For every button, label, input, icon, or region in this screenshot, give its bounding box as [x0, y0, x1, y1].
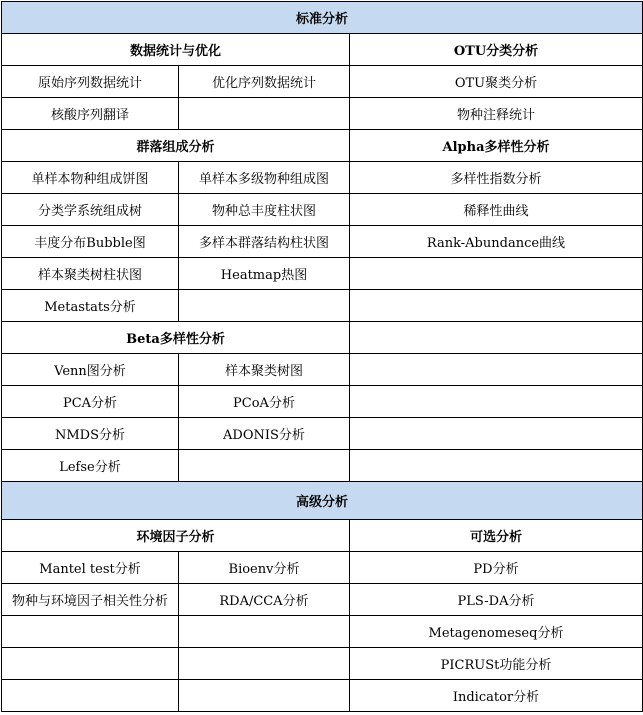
item-bubble: 丰度分布Bubble图 — [2, 226, 179, 258]
item-bioenv: Bioenv分析 — [179, 552, 350, 584]
item-rda-cca: RDA/CCA分析 — [179, 584, 350, 616]
item-single-pie: 单样本物种组成饼图 — [2, 162, 179, 194]
item-abundance-bar: 物种总丰度柱状图 — [179, 194, 350, 226]
group-data-stats-heading: 数据统计与优化 — [2, 34, 350, 66]
empty-cell — [2, 680, 179, 712]
item-raw-seq-stats: 原始序列数据统计 — [2, 66, 179, 98]
empty-cell — [2, 616, 179, 648]
empty-cell — [179, 648, 350, 680]
standard-analysis-header: 标准分析 — [2, 2, 643, 34]
item-metagenomeseq: Metagenomeseq分析 — [350, 616, 643, 648]
item-env-correlation: 物种与环境因子相关性分析 — [2, 584, 179, 616]
item-rarefaction: 稀释性曲线 — [350, 194, 643, 226]
item-picrust: PICRUSt功能分析 — [350, 648, 643, 680]
item-indicator: Indicator分析 — [350, 680, 643, 712]
item-venn: Venn图分析 — [2, 354, 179, 386]
empty-cell — [350, 322, 643, 354]
item-lefse: Lefse分析 — [2, 450, 179, 482]
item-pcoa: PCoA分析 — [179, 386, 350, 418]
empty-cell — [179, 290, 350, 322]
item-pls-da: PLS-DA分析 — [350, 584, 643, 616]
item-cluster-tree: 样本聚类树图 — [179, 354, 350, 386]
item-rank-abundance: Rank-Abundance曲线 — [350, 226, 643, 258]
empty-cell — [350, 354, 643, 386]
item-multi-level: 单样本多级物种组成图 — [179, 162, 350, 194]
item-pd: PD分析 — [350, 552, 643, 584]
empty-cell — [179, 450, 350, 482]
item-taxonomy-tree: 分类学系统组成树 — [2, 194, 179, 226]
group-community-heading: 群落组成分析 — [2, 130, 350, 162]
advanced-analysis-header: 高级分析 — [2, 482, 643, 520]
empty-cell — [2, 648, 179, 680]
empty-cell — [350, 258, 643, 290]
item-metastats: Metastats分析 — [2, 290, 179, 322]
empty-cell — [179, 616, 350, 648]
item-heatmap: Heatmap热图 — [179, 258, 350, 290]
item-species-annotation: 物种注释统计 — [350, 98, 643, 130]
item-nmds: NMDS分析 — [2, 418, 179, 450]
group-otu-heading: OTU分类分析 — [350, 34, 643, 66]
item-otu-cluster: OTU聚类分析 — [350, 66, 643, 98]
item-mantel: Mantel test分析 — [2, 552, 179, 584]
item-alpha-index: 多样性指数分析 — [350, 162, 643, 194]
item-pca: PCA分析 — [2, 386, 179, 418]
item-adonis: ADONIS分析 — [179, 418, 350, 450]
item-nucleic-translation: 核酸序列翻译 — [2, 98, 179, 130]
item-cluster-bar: 样本聚类树柱状图 — [2, 258, 179, 290]
empty-cell — [350, 450, 643, 482]
group-env-heading: 环境因子分析 — [2, 520, 350, 552]
item-optimized-seq-stats: 优化序列数据统计 — [179, 66, 350, 98]
empty-cell — [350, 386, 643, 418]
group-optional-heading: 可选分析 — [350, 520, 643, 552]
empty-cell — [179, 98, 350, 130]
group-beta-heading: Beta多样性分析 — [2, 322, 350, 354]
empty-cell — [350, 418, 643, 450]
analysis-table — [1, 1, 643, 712]
empty-cell — [179, 680, 350, 712]
group-alpha-heading: Alpha多样性分析 — [350, 130, 643, 162]
item-multi-bar: 多样本群落结构柱状图 — [179, 226, 350, 258]
empty-cell — [350, 290, 643, 322]
